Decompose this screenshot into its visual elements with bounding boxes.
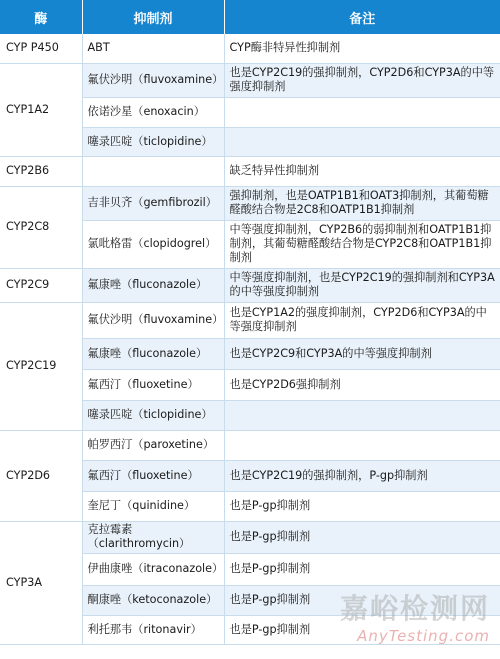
note-cell: 也是CYP2C9和CYP3A的中等强度抑制剂	[224, 338, 500, 369]
enzyme-cell: CYP1A2	[0, 63, 82, 156]
inhibitor-cell: 奎尼丁（quinidine）	[82, 491, 224, 521]
enzyme-cell: CYP P450	[0, 34, 82, 63]
note-cell: 也是P-gp抑制剂	[224, 585, 500, 615]
enzyme-cell: CYP2B6	[0, 156, 82, 186]
note-cell: 也是CYP2C19的强抑制剂，P-gp抑制剂	[224, 460, 500, 491]
table-row	[0, 521, 500, 553]
inhibitor-cell: 帕罗西汀（paroxetine）	[82, 430, 224, 460]
inhibitor-cell: 氯吡格雷（clopidogrel）	[82, 220, 224, 268]
inhibitor-cell: 氟西汀（fluoxetine）	[82, 460, 224, 491]
note-cell: 中等强度抑制剂，CYP2B6的弱抑制剂和OATP1B1抑制剂，其葡萄糖醛酸结合物是CYP2C8和OATP1B1抑制剂	[224, 220, 500, 268]
note-cell: 也是CYP2D6强抑制剂	[224, 369, 500, 400]
note-cell: 缺乏特异性抑制剂	[224, 156, 500, 186]
note-cell: 强抑制剂，也是OATP1B1和OAT3抑制剂，其葡萄糖醛酸结合物是2C8和OATP1B1抑制剂	[224, 186, 500, 220]
note-cell: CYP酶非特异性抑制剂	[224, 34, 500, 63]
note-cell	[224, 430, 500, 460]
enzyme-cell: CYP3A	[0, 521, 82, 644]
inhibitor-cell: 伊曲康唑（itraconazole）	[82, 553, 224, 585]
inhibitor-cell: 噻录匹啶（ticlopidine）	[82, 400, 224, 430]
enzyme-cell: CYP2C9	[0, 268, 82, 302]
inhibitor-cell: 氟康唑（fluconazole）	[82, 338, 224, 369]
note-cell: 也是P-gp抑制剂	[224, 553, 500, 585]
note-cell: 中等强度抑制剂，也是CYP2C19的强抑制剂和CYP3A的中等强度抑制剂	[224, 268, 500, 302]
note-cell: 也是P-gp抑制剂	[224, 491, 500, 521]
inhibitor-cell: 依诺沙星（enoxacin）	[82, 97, 224, 127]
note-cell: 也是P-gp抑制剂	[224, 521, 500, 553]
inhibitor-cell: 噻录匹啶（ticlopidine）	[82, 127, 224, 156]
enzyme-cell: CYP2C19	[0, 302, 82, 430]
table-row	[0, 34, 500, 63]
note-cell	[224, 400, 500, 430]
inhibitor-cell: 克拉霉素（clarithromycin）	[82, 521, 224, 553]
note-cell	[224, 127, 500, 156]
enzyme-cell: CYP2D6	[0, 430, 82, 521]
note-cell: 也是CYP2C19的强抑制剂，CYP2D6和CYP3A的中等强度抑制剂	[224, 63, 500, 97]
inhibitor-cell	[82, 156, 224, 186]
inhibitor-cell: 吉非贝齐（gemfibrozil）	[82, 186, 224, 220]
enzyme-cell: CYP2C8	[0, 186, 82, 268]
note-cell	[224, 97, 500, 127]
note-cell: 也是CYP1A2的强度抑制剂，CYP2D6和CYP3A的中等强度抑制剂	[224, 302, 500, 338]
header-note: 备注	[224, 0, 500, 34]
watermark-en: AnyTesting.com	[357, 627, 490, 645]
table-row	[0, 156, 500, 186]
watermark-cn: 嘉峪检测网	[339, 592, 490, 625]
table-row	[0, 302, 500, 338]
table-row	[0, 63, 500, 97]
table-header	[0, 0, 500, 34]
table-row	[0, 268, 500, 302]
table-row	[0, 430, 500, 460]
inhibitor-cell: 氟伏沙明（fluvoxamine）	[82, 302, 224, 338]
inhibitor-cell: 氟康唑（fluconazole）	[82, 268, 224, 302]
header-enzyme: 酶	[0, 0, 82, 34]
inhibitor-cell: 氟伏沙明（fluvoxamine）	[82, 63, 224, 97]
inhibitor-cell: 酮康唑（ketoconazole）	[82, 585, 224, 615]
inhibitor-cell: 利托那韦（ritonavir）	[82, 615, 224, 644]
header-inhibitor: 抑制剂	[82, 0, 224, 34]
note-cell: 也是P-gp抑制剂	[224, 615, 500, 644]
inhibitor-cell: ABT	[82, 34, 224, 63]
table-row	[0, 186, 500, 220]
inhibitor-cell: 氟西汀（fluoxetine）	[82, 369, 224, 400]
